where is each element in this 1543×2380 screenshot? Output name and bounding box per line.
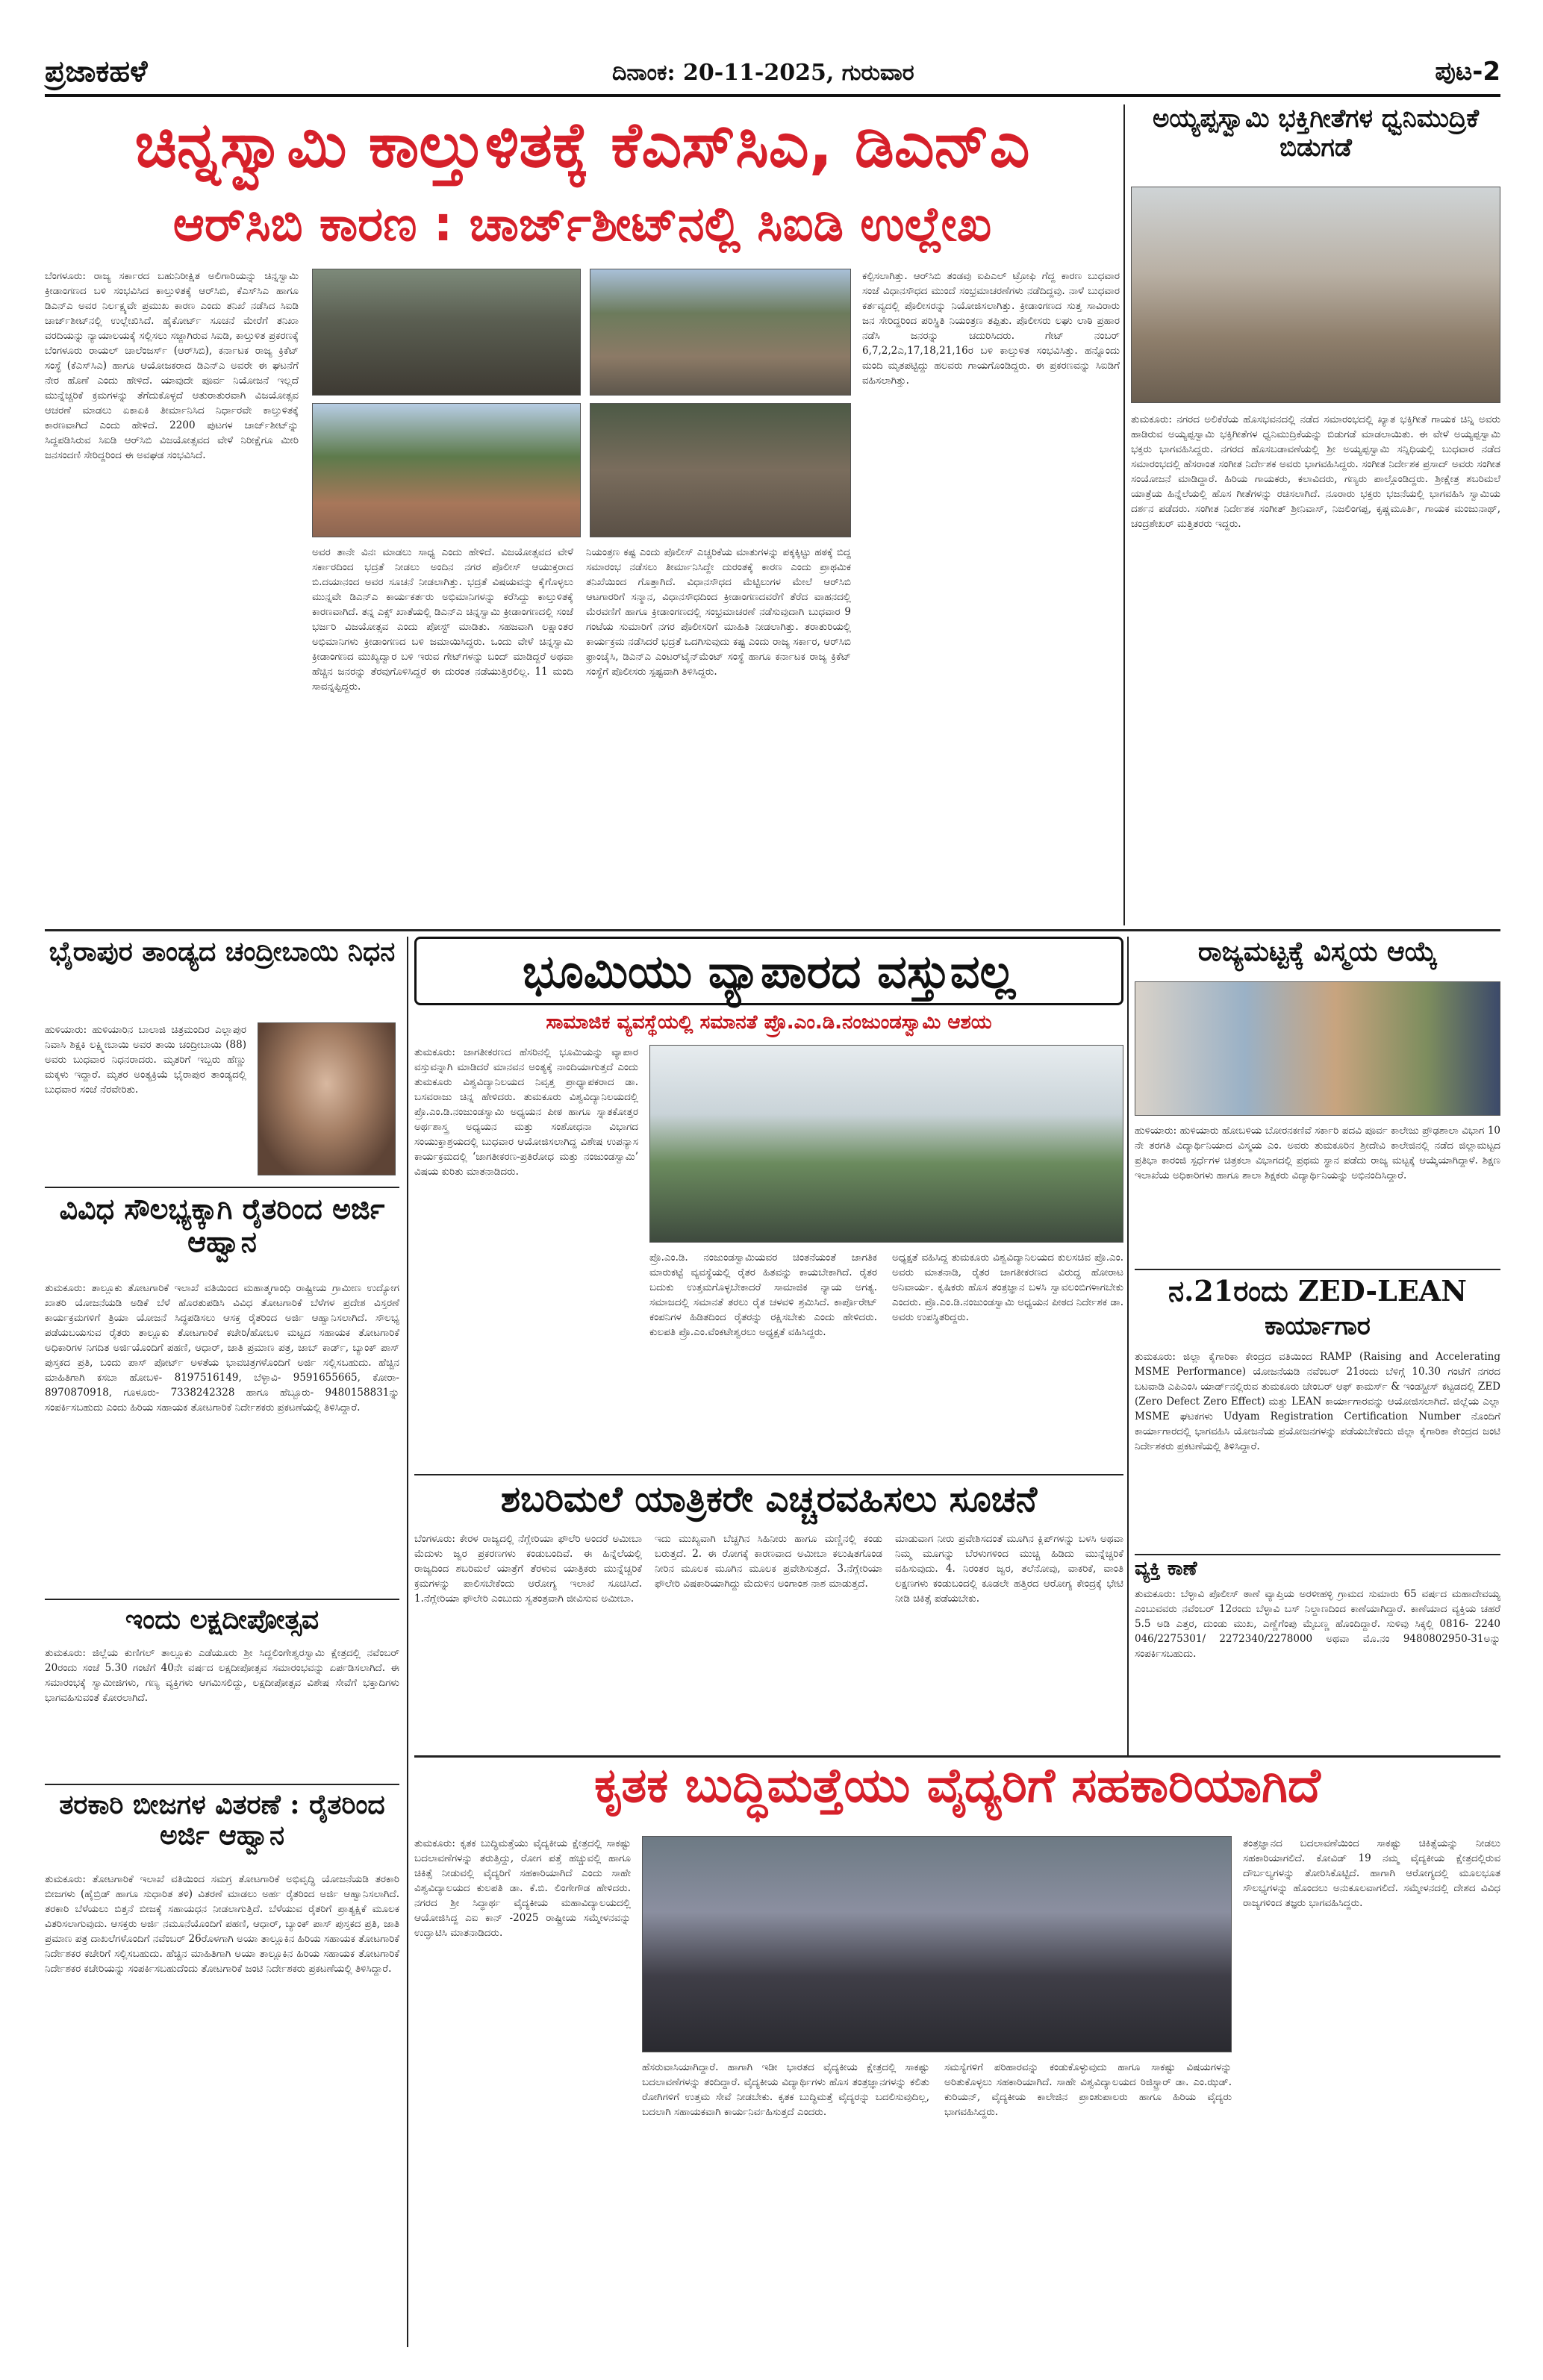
rajya-story [1135,937,1500,1265]
rule-mid-1 [414,1474,1123,1475]
obituary-body: ಹುಳಿಯಾರು: ಹುಳಿಯಾರಿನ ಬಾಲಾಜಿ ಚಿತ್ರಮಂದಿರ ಎಲ್ಲಾಪುರ ನಿವಾಸಿ ಶಿಕ್ಷಕಿ ಲಕ್ಷ್ಮೀಬಾಯಿ ಅವರ ತಾಯಿ ಚಂದ್ರೀಬಾಯಿ (88) ಅವರು ಬುಧವಾರ ನಿಧನರಾದರು. ಮೃತರಿಗೆ ಇಬ್ಬರು ಹೆಣ್ಣು ಮಕ್ಕಳು ಇದ್ದಾರೆ. ಮೃತರ ಅಂತ್ಯಕ್ರಿಯೆ ಭೈರಾಪುರ ತಾಂಡ್ಯದಲ್ಲಿ ಬುಧವಾರ ಸಂಜೆ ನೆರವೇರಿತು. [45,1024,246,1096]
shabari-headline: ಶಬರಿಮಲೆ ಯಾತ್ರಿಕರೇ ಎಚ್ಚರವಹಿಸಲು ಸೂಚನೆ [500,1479,1038,1520]
zed-body: ತುಮಕೂರು: ಜಿಲ್ಲಾ ಕೈಗಾರಿಕಾ ಕೇಂದ್ರದ ವತಿಯಿಂದ RAMP (Raising and Accelerating MSME Performance) ಯೋಜನೆಯಡಿ ನವೆಂಬರ್ 21ರಂದು ಬೆಳಿಗ್ಗೆ 10.30 ಗಂಟೆಗೆ ನಗರದ ಬಟವಾಡಿ ಎಪಿಎಂಸಿ ಯಾರ್ಡ್‌ನಲ್ಲಿರುವ ತುಮಕೂರು ಚೇಂಬರ್ ಆಫ್ ಕಾಮರ್ಸ್ & ಇಂಡಸ್ಟ್ರೀಸ್ ಕಟ್ಟಡದಲ್ಲಿ ZED (Zero Defect Zero Effect) ಮತ್ತು LEAN ಕಾರ್ಯಾಗಾರವನ್ನು ಆಯೋಜಿಸಲಾಗಿದೆ. ಜಿಲ್ಲೆಯ ಎಲ್ಲಾ MSME ಘಟಕಗಳು Udyam Registration Certification Number ನೊಂದಿಗೆ ಕಾರ್ಯಾಗಾರದಲ್ಲಿ ಭಾಗವಹಿಸಿ ಯೋಜನೆಯ ಪ್ರಯೋಜನಗಳನ್ನು ಪಡೆಯಬೇಕೆಂದು ಜಿಲ್ಲಾ ಕೈಗಾರಿಕಾ ಕೇಂದ್ರದ ಜಂಟಿ ನಿರ್ದೇಶಕರು ಪ್ರಕಟಣೆಯಲ್ಲಿ ತಿಳಿಸಿದ್ದಾರೆ. [1135,1351,1500,1452]
krutaka-story [414,1761,1500,2351]
krutaka-headline: ಕೃತಕ ಬುದ್ಧಿಮತ್ತೆಯು ವೈದ್ಯರಿಗೆ ಸಹಕಾರಿಯಾಗಿದೆ [594,1761,1321,1814]
rajya-photo [1135,981,1500,1116]
bhoomi-col-2: ಪ್ರೊ.ಎಂ.ಡಿ. ನಂಜುಂಡಸ್ವಾಮಿಯವರ ಚಿಂತನೆಯಂತೆ ಜಾಗತಿಕ ಮಾರುಕಟ್ಟೆ ವ್ಯವಸ್ಥೆಯಲ್ಲಿ ರೈತರ ಹಿತವನ್ನು ಕಾಯಬೇಕಾಗಿದೆ. ರೈತರ ಬದುಕು ಉತ್ತಮಗೊಳ್ಳಬೇಕಾದರೆ ಸಾಮಾಜಿಕ ನ್ಯಾಯ ಅಗತ್ಯ. ಸಮಾಜದಲ್ಲಿ ಸಮಾನತೆ ತರಲು ರೈತ ಚಳವಳಿ ಶ್ರಮಿಸಿದೆ. ಕಾರ್ಪೊರೇಟ್ ಕಂಪನಿಗಳ ಹಿಡಿತದಿಂದ ರೈತರನ್ನು ರಕ್ಷಿಸಬೇಕು ಎಂದು ಹೇಳಿದರು. ಕುಲಪತಿ ಪ್ರೊ.ಎಂ.ವೆಂಕಟೇಶ್ವರಲು ಅಧ್ಯಕ್ಷತೆ ವಹಿಸಿದ್ದರು. [649,1252,877,1338]
vyakti-headline: ವ್ಯಕ್ತಿ ಕಾಣೆ [1135,1558,1197,1580]
rule-left-3 [45,1784,399,1785]
krutaka-col-4: ತಂತ್ರಜ್ಞಾನದ ಬದಲಾವಣೆಯಿಂದ ಸಾಕಷ್ಟು ಚಿಕಿತ್ಸೆಯನ್ನು ನೀಡಲು ಸಹಕಾರಿಯಾಗಲಿದೆ. ಕೋವಿಡ್ 19 ನಮ್ಮ ವೈದ್ಯಕೀಯ ಕ್ಷೇತ್ರದಲ್ಲಿರುವ ದೌರ್ಬಲ್ಯಗಳನ್ನು ತೋರಿಸಿಕೊಟ್ಟಿದೆ. ಹಾಗಾಗಿ ಆರೋಗ್ಯದಲ್ಲಿ ಮೂಲಭೂತ ಸೌಲಭ್ಯಗಳನ್ನು ಹೊಂದಲು ಅನುಕೂಲವಾಗಲಿದೆ. ಸಮ್ಮೇಳನದಲ್ಲಿ ದೇಶದ ವಿವಿಧ ರಾಜ್ಯಗಳಿಂದ ತಜ್ಞರು ಭಾಗವಹಿಸಿದ್ದರು. [1243,1837,1500,1909]
zed-headline-bottom: ಕಾರ್ಯಾಗಾರ [1265,1311,1371,1341]
rajya-body: ಹುಳಿಯಾರು: ಹುಳಿಯಾರು ಹೋಬಳಿಯ ಬೋರನಕಣಿವೆ ಸರ್ಕಾರಿ ಪದವಿ ಪೂರ್ವ ಕಾಲೇಜು ಪ್ರೌಢಶಾಲಾ ವಿಭಾಗ 10 ನೇ ತರಗತಿ ವಿದ್ಯಾರ್ಥಿನಿಯಾದ ವಿಸ್ಮಯ ಎಂ. ಅವರು ತುಮಕೂರಿನ ಶ್ರೀದೇವಿ ಕಾಲೇಜಿನಲ್ಲಿ ನಡೆದ ಜಿಲ್ಲಾಮಟ್ಟದ ಪ್ರತಿಭಾ ಕಾರಂಜಿ ಸ್ಪರ್ಧೆಗಳ ಚಿತ್ರಕಲಾ ವಿಭಾಗದಲ್ಲಿ ಪ್ರಥಮ ಸ್ಥಾನ ಪಡೆದು ರಾಜ್ಯ ಮಟ್ಟಕ್ಕೆ ಆಯ್ಕೆಯಾಗಿದ್ದಾಳೆ. ಶಿಕ್ಷಣ ಇಲಾಖೆಯ ಅಧಿಕಾರಿಗಳು ಹಾಗೂ ಶಾಲಾ ಶಿಕ್ಷಕರು ವಿದ್ಯಾರ್ಥಿನಿಯನ್ನು ಅಭಿನಂದಿಸಿದ್ದಾರೆ. [1135,1125,1500,1181]
bhoomi-col-1: ತುಮಕೂರು: ಜಾಗತೀಕರಣದ ಹೆಸರಿನಲ್ಲಿ ಭೂಮಿಯನ್ನು ವ್ಯಾಪಾರ ವಸ್ತುವನ್ನಾಗಿ ಮಾಡಿದರೆ ಮಾನವನ ಅಂತ್ಯಕ್ಕೆ ನಾಂದಿಯಾಗುತ್ತದೆ ಎಂದು ತುಮಕೂರು ವಿಶ್ವವಿದ್ಯಾನಿಲಯದ ನಿವೃತ್ತ ಪ್ರಾಧ್ಯಾಪಕರಾದ ಡಾ. ಬಸವರಾಜು ಚಿನ್ನ ಹೇಳಿದರು. ತುಮಕೂರು ವಿಶ್ವವಿದ್ಯಾನಿಲಯದಲ್ಲಿ ಪ್ರೊ.ಎಂ.ಡಿ.ನಂಜುಂಡಸ್ವಾಮಿ ಅಧ್ಯಯನ ಪೀಠ ಹಾಗೂ ಸ್ನಾತಕೋತ್ತರ ಅರ್ಥಶಾಸ್ತ್ರ ಅಧ್ಯಯನ ಮತ್ತು ಸಂಶೋಧನಾ ವಿಭಾಗದ ಸಂಯುಕ್ತಾಶ್ರಯದಲ್ಲಿ ಬುಧವಾರ ಆಯೋಜಿಸಲಾಗಿದ್ದ ವಿಶೇಷ ಉಪನ್ಯಾಸ ಕಾರ್ಯಕ್ರಮದಲ್ಲಿ ‘ಜಾಗತೀಕರಣ-ಪ್ರತಿರೋಧ ಮತ್ತು ನಂಜುಂಡಸ್ವಾಮಿ’ ವಿಷಯ ಕುರಿತು ಮಾತನಾಡಿದರು. [414,1046,638,1178]
souulabhya-body: ತುಮಕೂರು: ತಾಲ್ಲೂಕು ತೋಟಗಾರಿಕೆ ಇಲಾಖೆ ವತಿಯಿಂದ ಮಹಾತ್ಮಗಾಂಧಿ ರಾಷ್ಟ್ರೀಯ ಗ್ರಾಮೀಣ ಉದ್ಯೋಗ ಖಾತರಿ ಯೋಜನೆಯಡಿ ಅಡಿಕೆ ಬೆಳೆ ಹೊರತುಪಡಿಸಿ ವಿವಿಧ ತೋಟಗಾರಿಕೆ ಬೆಳೆಗಳ ಪ್ರದೇಶ ವಿಸ್ತರಣೆ ಕಾರ್ಯಕ್ರಮಗಳಿಗೆ ತ್ರಿಯಾ ಯೋಜನೆ ಸಿದ್ಧಪಡಿಸಲು ಆಸಕ್ತ ರೈತರಿಂದ ಅರ್ಜಿ ಆಹ್ವಾನಿಸಲಾಗಿದೆ. ಸೌಲಭ್ಯ ಪಡೆಯಬಯಸುವ ರೈತರು ತಾಲ್ಲೂಕು ತೋಟಗಾರಿಕೆ ಕಚೇರಿ/ಹೋಬಳಿ ಮಟ್ಟದ ಸಹಾಯಕ ತೋಟಗಾರಿಕೆ ಅಧಿಕಾರಿಗಳ ನಿಗದಿತ ಅರ್ಜಿಯೊಂದಿಗೆ ಪಹಣಿ, ಆಧಾರ್, ಜಾತಿ ಪ್ರಮಾಣ ಪತ್ರ, ಜಾಬ್ ಕಾರ್ಡ್, ಬ್ಯಾಂಕ್ ಪಾಸ್ ಪುಸ್ತಕದ ಪ್ರತಿ, ಬಂದು ಪಾಸ್ ಪೋರ್ಟ್ ಅಳತೆಯ ಭಾವಚಿತ್ರಗಳೊಂದಿಗೆ ಅರ್ಜಿ ಸಲ್ಲಿಸಬಹುದು. ಹೆಚ್ಚಿನ ಮಾಹಿತಿಗಾಗಿ ಕಸಬಾ ಹೋಬಳಿ- 8197516149, ಬೆಳ್ಳಾವಿ- 9591655665, ಕೋರಾ- 8970870918, ಗೂಳೂರು- 7338242328 ಹಾಗೂ ಹೆಬ್ಬೂರು- 9480158831ನ್ನು ಸಂಪರ್ಕಿಸಬಹುದು ಎಂದು ಹಿರಿಯ ಸಹಾಯಕ ತೋಟಗಾರಿಕೆ ನಿರ್ದೇಶಕರು ಪ್ರಕಟಣೆಯಲ್ಲಿ ತಿಳಿಸಿದ್ದಾರೆ. [45,1282,399,1414]
bhoomi-col-3: ಅಧ್ಯಕ್ಷತೆ ವಹಿಸಿದ್ದ ತುಮಕೂರು ವಿಶ್ವವಿದ್ಯಾನಿಲಯದ ಕುಲಸಚಿವ ಪ್ರೊ.ಎಂ. ಅವರು ಮಾತನಾಡಿ, ರೈತರ ಜಾಗತೀಕರಣದ ವಿರುದ್ಧ ಹೋರಾಟ ಅನಿವಾರ್ಯ. ಕೃಷಿಕರು ಹೊಸ ತಂತ್ರಜ್ಞಾನ ಬಳಸಿ ಸ್ವಾವಲಂಬಿಗಳಾಗಬೇಕು ಎಂದರು. ಪ್ರೊ.ಎಂ.ಡಿ.ನಂಜುಂಡಸ್ವಾಮಿ ಅಧ್ಯಯನ ಪೀಠದ ನಿರ್ದೇಶಕ ಡಾ. ಅವರು ಉಪಸ್ಥಿತರಿದ್ದರು. [892,1252,1123,1323]
souulabhya-story [45,1193,399,1596]
obituary-headline: ಭೈರಾಪುರ ತಾಂಡ್ಯದ ಚಂದ್ರೀಬಾಯಿ ನಿಧನ [49,937,396,967]
zed-story [1135,1275,1500,1551]
souulabhya-headline: ವಿವಿಧ ಸೌಲಭ್ಯಕ್ಕಾಗಿ ರೈತರಿಂದ ಅರ್ಜಿ ಆಹ್ವಾನ [59,1193,385,1258]
krutaka-col-1: ತುಮಕೂರು: ಕೃತಕ ಬುದ್ಧಿಮತ್ತೆಯು ವೈದ್ಯಕೀಯ ಕ್ಷೇತ್ರದಲ್ಲಿ ಸಾಕಷ್ಟು ಬದಲಾವಣೆಗಳನ್ನು ತರುತ್ತಿದ್ದು, ರೋಗ ಪತ್ತೆ ಹಚ್ಚುವಲ್ಲಿ ಹಾಗೂ ಚಿಕಿತ್ಸೆ ನೀಡುವಲ್ಲಿ ವೈದ್ಯರಿಗೆ ಸಹಕಾರಿಯಾಗಿದೆ ಎಂದು ಸಾಹೇ ವಿಶ್ವವಿದ್ಯಾಲಯದ ಕುಲಪತಿ ಡಾ. ಕೆ.ಬಿ. ಲಿಂಗೇಗೌಡ ಹೇಳಿದರು. ನಗರದ ಶ್ರೀ ಸಿದ್ಧಾರ್ಥ ವೈದ್ಯಕೀಯ ಮಹಾವಿದ್ಯಾಲಯದಲ್ಲಿ ಆಯೋಜಿಸಿದ್ದ ಎಐ ಕಾನ್ -2025 ರಾಷ್ಟ್ರೀಯ ಸಮ್ಮೇಳನವನ್ನು ಉದ್ಘಾಟಿಸಿ ಮಾತನಾಡಿದರು. [414,1837,631,1939]
lead-subhead: ಆರ್‌ಸಿಬಿ ಕಾರಣ : ಚಾರ್ಜ್‌ಶೀಟ್‌ನಲ್ಲಿ ಸಿಐಡಿ ಉಲ್ಲೇಖ [172,197,992,252]
lead-col-2: ಅವರ ತಾನೇ ವಿನಃ ಮಾಡಲು ಸಾಧ್ಯ ಎಂದು ಹೇಳಿದೆ. ವಿಜಯೋತ್ಸವದ ವೇಳೆ ಸರ್ಕಾರದಿಂದ ಭದ್ರತೆ ನೀಡಲು ಅಂದಿನ ನಗರ ಪೊಲೀಸ್ ಆಯುಕ್ತರಾದ ಬಿ.ದಯಾನಂದ ಅವರ ಸೂಚನೆ ನೀಡಲಾಗಿತ್ತು. ಭದ್ರತೆ ವಿಷಯವನ್ನು ಕೈಗೊಳ್ಳಲು ಮುನ್ನವೇ ಡಿಎನ್‌ಎ ಕಾರ್ಯಕರ್ತರು ಅಭಿಮಾನಿಗಳನ್ನು ಕರೆಸಿದ್ದು ಕಾಲ್ತುಳಿತಕ್ಕೆ ಕಾರಣವಾಗಿದೆ. ತನ್ನ ಎಕ್ಸ್ ಖಾತೆಯಲ್ಲಿ ಡಿಎನ್‌ಎ ಚಿನ್ನಸ್ವಾಮಿ ಕ್ರೀಡಾಂಗಣದಲ್ಲಿ ಸಂಜೆ ಭರ್ಜರಿ ವಿಜಯೋತ್ಸವ ಎಂದು ಪೋಸ್ಟ್ ಮಾಡಿತು. ಸಹಜವಾಗಿ ಲಕ್ಷಾಂತರ ಅಭಿಮಾನಿಗಳು ಕ್ರೀಡಾಂಗಣದ ಬಳಿ ಜಮಾಯಿಸಿದ್ದರು. ಒಂದು ವೇಳೆ ಚಿನ್ನಸ್ವಾಮಿ ಕ್ರೀಡಾಂಗಣದ ಮುಖ್ಯದ್ವಾರ ಬಳಿ ಇರುವ ಗೇಟ್‌ಗಳನ್ನು ಬಂದ್ ಮಾಡಿದ್ದರೆ ಅಥವಾ ಹೆಚ್ಚಿನ ಜನರನ್ನು ತೆರವುಗೊಳಿಸಿದ್ದರೆ ಈ ದುರಂತ ನಡೆಯುತ್ತಿರಲಿಲ್ಲ. 11 ಮಂದಿ ಸಾವನ್ನಪ್ಪಿದ್ದರು. [312,546,573,693]
rule-right-1 [1135,1269,1500,1270]
bhoomi-story [414,937,1123,1470]
ayyappa-headline: ಅಯ್ಯಪ್ಪಸ್ವಾಮಿ ಭಕ್ತಿಗೀತೆಗಳ ಧ್ವನಿಮುದ್ರಿಕೆ ಬಿಡುಗಡೆ [1152,104,1480,163]
ayyappa-body: ತುಮಕೂರು: ನಗರದ ಅಲಿಕೆರೆಯ ಹೊಸಭವನದಲ್ಲಿ ನಡೆದ ಸಮಾರಂಭದಲ್ಲಿ ಖ್ಯಾತ ಭಕ್ತಿಗೀತೆ ಗಾಯಕ ಚಿನ್ನಿ ಅವರು ಹಾಡಿರುವ ಅಯ್ಯಪ್ಪಸ್ವಾಮಿ ಭಕ್ತಿಗೀತೆಗಳ ಧ್ವನಿಮುದ್ರಿಕೆಯನ್ನು ಬಿಡುಗಡೆ ಮಾಡಲಾಯಿತು. ಈ ವೇಳೆ ಅಯ್ಯಪ್ಪಸ್ವಾಮಿ ಭಕ್ತರು ಭಾಗವಹಿಸಿದ್ದರು. ನಗರದ ಹೊಸಬಡಾವಣೆಯಲ್ಲಿ ಶ್ರೀ ಅಯ್ಯಪ್ಪಸ್ವಾಮಿ ಸನ್ನಿಧಿಯಲ್ಲಿ ಬುಧವಾರ ನಡೆದ ಸಮಾರಂಭದಲ್ಲಿ ಹೆಸರಾಂತ ಸಂಗೀತ ನಿರ್ದೇಶಕ ಅವರು ಭಾಗವಹಿಸಿದ್ದರು. ಸಂಗೀತ ನಿರ್ದೇಶಕ ಪ್ರಸಾದ್ ಅವರು ಸಂಗೀತ ಸಂಯೋಜನೆ ಮಾಡಿದ್ದಾರೆ. ಹಿರಿಯ ಗಾಯಕರು, ಕಲಾವಿದರು, ಗಣ್ಯರು ಪಾಲ್ಗೊಂಡಿದ್ದರು. ಶ್ರೀಕ್ಷೇತ್ರ ಶಬರಿಮಲೆ ಯಾತ್ರೆಯ ಹಿನ್ನೆಲೆಯಲ್ಲಿ ಹೊಸ ಗೀತೆಗಳನ್ನು ರಚಿಸಲಾಗಿದೆ. ನೂರಾರು ಭಕ್ತರು ಭಜನೆಯಲ್ಲಿ ಭಾಗವಹಿಸಿ ಸ್ವಾಮಿಯ ದರ್ಶನ ಪಡೆದರು. ಸಂಗೀತ ನಿರ್ದೇಶಕ ಸಂಗೀತ್ ಶ್ರೀನಿವಾಸ್, ನಿಜಲಿಂಗಪ್ಪ, ಕೃಷ್ಣಮೂರ್ತಿ, ಗಾಯಕ ಮಂಜುನಾಥ್, ಚಂದ್ರಶೇಖರ್ ಮತ್ತಿತರರು ಇದ್ದರು. [1131,413,1500,530]
rule-bottom [414,1755,1500,1758]
shabari-col-3: ಮಾಡುವಾಗ ನೀರು ಪ್ರವೇಶಿಸದಂತೆ ಮೂಗಿನ ಕ್ಲಿಪ್‌ಗಳನ್ನು ಬಳಸಿ ಅಥವಾ ನಿಮ್ಮ ಮೂಗನ್ನು ಬೆರಳುಗಳಿಂದ ಮುಚ್ಚಿ ಹಿಡಿದು ಮುನ್ನೆಚ್ಚರಿಕೆ ವಹಿಸುವುದು. 4. ನಿರಂತರ ಜ್ವರ, ತಲೆನೋವು, ವಾಕರಿಕೆ, ವಾಂತಿ ಲಕ್ಷಣಗಳು ಕಂಡುಬಂದಲ್ಲಿ ಕೂಡಲೇ ಹತ್ತಿರದ ಆರೋಗ್ಯ ಕೇಂದ್ರಕ್ಕೆ ಭೇಟಿ ನೀಡಿ ಚಿಕಿತ್ಸೆ ಪಡೆಯಬೇಕು. [895,1533,1123,1605]
column-rule [1123,104,1125,925]
rule-left-col [407,937,408,2347]
tarakari-headline: ತರಕಾರಿ ಬೀಜಗಳ ವಿತರಣೆ : ರೈತರಿಂದ ಅರ್ಜಿ ಆಹ್ವಾನ [59,1790,385,1852]
masthead [45,52,1500,97]
lead-col-1: ಬೆಂಗಳೂರು: ರಾಜ್ಯ ಸರ್ಕಾರದ ಬಹುನಿರೀಕ್ಷಿತ ಅಲಿಗಾರಿಯನ್ನು ಚಿನ್ನಸ್ವಾಮಿ ಕ್ರೀಡಾಂಗಣದ ಬಳಿ ಸಂಭವಿಸಿದ ಕಾಲ್ತುಳಿತಕ್ಕೆ ಆರ್‌ಸಿಬಿ, ಕೆಎಸ್‌ಸಿಎ ಹಾಗೂ ಡಿಎನ್‌ಎ ಅವರ ನಿರ್ಲಕ್ಷ್ಯವೇ ಪ್ರಮುಖ ಕಾರಣ ಎಂದು ತನಿಖೆ ನಡೆಸಿದ ಸಿಐಡಿ ಚಾರ್ಜ್‌ಶೀಟ್‌ನಲ್ಲಿ ಉಲ್ಲೇಖಿಸಿದೆ. ಹೈಕೋರ್ಟ್ ಸೂಚನೆ ಮೇರೆಗೆ ತನಿಖಾ ವರದಿಯನ್ನು ನ್ಯಾಯಾಲಯಕ್ಕೆ ಸಲ್ಲಿಸಲು ಸಜ್ಜಾಗಿರುವ ಸಿಐಡಿ, ಕಾಲ್ತುಳಿತ ಪ್ರಕರಣಕ್ಕೆ ಬೆಂಗಳೂರು ರಾಯಲ್ ಚಾಲೆಂಜರ್ಸ್ (ಆರ್‌ಸಿಬಿ), ಕರ್ನಾಟಕ ರಾಜ್ಯ ಕ್ರಿಕೆಟ್ ಸಂಸ್ಥೆ (ಕೆಎಸ್‌ಸಿಎ) ಹಾಗೂ ಆಯೋಜಕರಾದ ಡಿಎನ್‌ಎ ಅವರೇ ಈ ಘಟನೆಗೆ ನೇರ ಹೊಣೆ ಎಂದು ಹೇಳಿದೆ. ಯಾವುದೇ ಪೂರ್ವ ನಿಯೋಜನೆ ಇಲ್ಲದೆ ಮುನ್ನೆಚ್ಚರಿಕೆ ಕ್ರಮಗಳನ್ನು ತೆಗೆದುಕೊಳ್ಳದೆ ಆತುರಾತುರವಾಗಿ ವಿಜಯೋತ್ಸವ ಆಚರಣೆ ಮಾಡಲು ಏಕಾಏಕಿ ತೀರ್ಮಾನಿಸಿದ ನಿರ್ಧಾರವೇ ಕಾಲ್ತುಳಿತಕ್ಕೆ ಕಾರಣವಾಗಿದೆ ಎಂದು ಹೇಳಿದೆ. 2200 ಪುಟಗಳ ಚಾರ್ಜ್‌ಶೀಟ್‌ನ್ನು ಸಿದ್ದಪಡಿಸಿರುವ ಸಿಐಡಿ ಆರ್‌ಸಿಬಿ ವಿಜಯೋತ್ಸವದ ವೇಳೆ ನಿರೀಕ್ಷೆಗೂ ಮೀರಿ ಜನಸಂದಣಿ ಸೇರಿದ್ದರಿಂದ ಈ ಅವಘಡ ಸಂಭವಿಸಿದೆ. [45,270,299,461]
lead-photo-crowd-4 [590,403,851,537]
lead-photo-crowd-2 [590,269,851,396]
bhoomi-headline-box [414,937,1123,1005]
rule-left-2 [45,1599,399,1600]
krutaka-col-3: ಸಮಸ್ಯೆಗಳಿಗೆ ಪರಿಹಾರವನ್ನು ಕಂಡುಕೊಳ್ಳುವುದು ಹಾಗೂ ಸಾಕಷ್ಟು ವಿಷಯಗಳನ್ನು ಅರಿತುಕೊಳ್ಳಲು ಸಹಕಾರಿಯಾಗಿದೆ. ಸಾಹೇ ವಿಶ್ವವಿದ್ಯಾಲಯದ ರಿಜಿಸ್ಟ್ರಾರ್ ಡಾ. ಎಂ.ಝಡ್. ಕುರಿಯನ್, ವೈದ್ಯಕೀಯ ಕಾಲೇಜಿನ ಪ್ರಾಂಶುಪಾಲರು ಹಾಗೂ ಹಿರಿಯ ವೈದ್ಯರು ಭಾಗವಹಿಸಿದ್ದರು. [944,2061,1232,2118]
lakshadeepa-body: ತುಮಕೂರು: ಜಿಲ್ಲೆಯ ಕುಣಿಗಲ್ ತಾಲ್ಲೂಕು ಎಡೆಯೂರು ಶ್ರೀ ಸಿದ್ದಲಿಂಗೇಶ್ವರಸ್ವಾಮಿ ಕ್ಷೇತ್ರದಲ್ಲಿ ನವೆಂಬರ್ 20ರಂದು ಸಂಜೆ 5.30 ಗಂಟೆಗೆ 40ನೇ ವರ್ಷದ ಲಕ್ಷದೀಪೋತ್ಸವ ಸಮಾರಂಭವನ್ನು ಏರ್ಪಡಿಸಲಾಗಿದೆ. ಈ ಸಮಾರಂಭಕ್ಕೆ ಸ್ವಾಮೀಜಿಗಳು, ಗಣ್ಯ ವ್ಯಕ್ತಿಗಳು ಆಗಮಿಸಲಿದ್ದು, ಲಕ್ಷದೀಪೋತ್ಸವ ವಿಶೇಷ ಸೇವೆಗೆ ಭಕ್ತಾದಿಗಳು ಭಾಗವಹಿಸುವಂತೆ ಕೋರಲಾಗಿದೆ. [45,1647,399,1704]
lead-col-4: ಕಲ್ಪಿಸಲಾಗಿತ್ತು. ಆರ್‌ಸಿಬಿ ತಂಡವು ಐಪಿಎಲ್ ಟ್ರೋಫಿ ಗೆದ್ದ ಕಾರಣ ಬುಧವಾರ ಸಂಜೆ ವಿಧಾನಸೌಧದ ಮುಂದೆ ಸಂಭ್ರಮಾಚರಣೆಗಳು ನಡೆದಿದ್ದವು. ನಾಳೆ ಬುಧವಾರ ಕರ್ತವ್ಯದಲ್ಲಿ ಪೊಲೀಸರನ್ನು ನಿಯೋಜಿಸಲಾಗಿತ್ತು. ಕ್ರೀಡಾಂಗಣದ ಸುತ್ತ ಸಾವಿರಾರು ಜನ ಸೇರಿದ್ದರಿಂದ ಪರಿಸ್ಥಿತಿ ನಿಯಂತ್ರಣ ತಪ್ಪಿತು. ಪೊಲೀಸರು ಲಘು ಲಾಠಿ ಪ್ರಹಾರ ನಡೆಸಿ ಜನರನ್ನು ಚದುರಿಸಿದರು. ಗೇಟ್ ನಂಬರ್ 6,7,2,2ಎ,17,18,21,16ರ ಬಳಿ ಕಾಲ್ತುಳಿತ ಸಂಭವಿಸಿತ್ತು. ಹನ್ನೊಂದು ಮಂದಿ ಮೃತಪಟ್ಟಿದ್ದು ಹಲವರು ಗಾಯಗೊಂಡಿದ್ದರು. ಈ ಪ್ರಕರಣವನ್ನು ಸಿಐಡಿಗೆ ವಹಿಸಲಾಗಿತ್ತು. [862,270,1120,387]
shabari-story [414,1479,1123,1752]
page-number: ಪುಟ-2 [1435,57,1500,87]
tarakari-story [45,1790,399,2349]
krutaka-photo [642,1836,1232,2052]
krutaka-col-2: ಹೆಸರುವಾಸಿಯಾಗಿದ್ದಾರೆ. ಹಾಗಾಗಿ ಇಡೀ ಭಾರತದ ವೈದ್ಯಕೀಯ ಕ್ಷೇತ್ರದಲ್ಲಿ ಸಾಕಷ್ಟು ಬದಲಾವಣೆಗಳನ್ನು ತಂದಿದ್ದಾರೆ. ವೈದ್ಯಕೀಯ ವಿದ್ಯಾರ್ಥಿಗಳು ಹೊಸ ತಂತ್ರಜ್ಞಾನಗಳನ್ನು ಕಲಿತು ರೋಗಿಗಳಿಗೆ ಉತ್ತಮ ಸೇವೆ ನೀಡಬೇಕು. ಕೃತಕ ಬುದ್ಧಿಮತ್ತೆ ವೈದ್ಯರನ್ನು ಬದಲಿಸುವುದಿಲ್ಲ, ಬದಲಾಗಿ ಸಹಾಯಕವಾಗಿ ಕಾರ್ಯನಿರ್ವಹಿಸುತ್ತದೆ ಎಂದರು. [642,2061,929,2118]
tarakari-body: ತುಮಕೂರು: ತೋಟಗಾರಿಕೆ ಇಲಾಖೆ ವತಿಯಿಂದ ಸಮಗ್ರ ತೋಟಗಾರಿಕೆ ಅಭಿವೃದ್ಧಿ ಯೋಜನೆಯಡಿ ತರಕಾರಿ ಬೀಜಗಳು (ಹೈಬ್ರಿಡ್ ಹಾಗೂ ಸುಧಾರಿತ ತಳಿ) ವಿತರಣೆ ಮಾಡಲು ಅರ್ಹ ರೈತರಿಂದ ಅರ್ಜಿ ಆಹ್ವಾನಿಸಲಾಗಿದೆ. ತರಕಾರಿ ಬೆಳೆಯಲು ಬಿತ್ತನೆ ಬೀಜಕ್ಕೆ ಸಹಾಯಧನ ನೀಡಲಾಗುತ್ತಿದೆ. ಬೆಳೆಯುವ ರೈತರಿಗೆ ಪ್ರಾತ್ಯಕ್ಷಿಕೆ ಮೂಲಕ ವಿತರಿಸಲಾಗುವುದು. ಆಸಕ್ತರು ಅರ್ಜಿ ನಮೂನೆಯೊಂದಿಗೆ ಪಹಣಿ, ಆಧಾರ್, ಬ್ಯಾಂಕ್ ಪಾಸ್ ಪುಸ್ತಕದ ಪ್ರತಿ, ಜಾತಿ ಪ್ರಮಾಣ ಪತ್ರ ದಾಖಲೆಗಳೊಂದಿಗೆ ನವೆಂಬರ್ 26ರೊಳಗಾಗಿ ಅಯಾ ತಾಲ್ಲೂಕಿನ ಹಿರಿಯ ಸಹಾಯಕ ತೋಟಗಾರಿಕೆ ನಿರ್ದೇಶಕರ ಕಚೇರಿಗೆ ಸಲ್ಲಿಸಬಹುದು. ಹೆಚ್ಚಿನ ಮಾಹಿತಿಗಾಗಿ ಅಯಾ ತಾಲ್ಲೂಕಿನ ಹಿರಿಯ ಸಹಾಯಕ ತೋಟಗಾರಿಕೆ ನಿರ್ದೇಶಕರ ಕಚೇರಿಯನ್ನು ಸಂಪರ್ಕಿಸಬಹುದೆಂದು ತೋಟಗಾರಿಕೆ ಜಂಟಿ ನಿರ್ದೇಶಕರು ಪ್ರಕಟಣೆಯಲ್ಲಿ ತಿಳಿಸಿದ್ದಾರೆ. [45,1873,399,1975]
rajya-headline: ರಾಜ್ಯಮಟ್ಟಕ್ಕೆ ವಿಸ್ಮಯ ಆಯ್ಕೆ [1197,937,1438,967]
bhoomi-photo [649,1045,1123,1243]
lakshadeepa-headline: ಇಂದು ಲಕ್ಷದೀಪೋತ್ಸವ [125,1605,319,1635]
ayyappa-photo [1131,187,1500,403]
ayyappa-story [1131,104,1500,925]
bhoomi-subhead: ಸಾಮಾಜಿಕ ವ್ಯವಸ್ಥೆಯಲ್ಲಿ ಸಮಾನತೆ ಪ್ರೊ.ಎಂ.ಡಿ.ನಂಜುಂಡಸ್ವಾಮಿ ಆಶಯ [546,1011,992,1034]
rule-mid-col [1127,937,1129,1758]
lead-photo-crowd-3 [312,403,581,537]
lakshadeepa-story [45,1605,399,1780]
lead-story [45,112,1120,918]
obituary-story [45,937,399,1183]
obituary-photo [258,1022,396,1175]
zed-headline-top: ನ.21ರಂದು ZED-LEAN [1168,1275,1468,1308]
bhoomi-headline: ಭೂಮಿಯು ವ್ಯಾಪಾರದ ವಸ್ತುವಲ್ಲ [522,944,1016,999]
newspaper-name: ಪ್ರಜಾಕಹಳೆ [45,54,148,89]
vyakti-body: ತುಮಕೂರು: ಬೆಳ್ಳಾವಿ ಪೊಲೀಸ್ ಠಾಣೆ ವ್ಯಾಪ್ತಿಯ ಅರಳೀಹಳ್ಳಿ ಗ್ರಾಮದ ಸುಮಾರು 65 ವರ್ಷದ ಮಹಾದೇವಯ್ಯ ಎಂಬುವವರು ನವೆಂಬರ್ 12ರಂದು ಬೆಳ್ಳಾವಿ ಬಸ್ ನಿಲ್ದಾಣದಿಂದ ಕಾಣೆಯಾಗಿದ್ದಾರೆ. ಕಾಣೆಯಾದ ವ್ಯಕ್ತಿಯ ಚಹರೆ 5.5 ಅಡಿ ಎತ್ತರ, ದುಂಡು ಮುಖ, ಎಣ್ಣೆಗೆಂಪು ಮೈಬಣ್ಣ ಹೊಂದಿದ್ದಾರೆ. ಸುಳಿವು ಸಿಕ್ಕಲ್ಲಿ 0816- 2240 046/2275301/ 2272340/2278000 ಅಥವಾ ಮೊ.ನಂ 9480802950-31ಅನ್ನು ಸಂಪರ್ಕಿಸಬಹುದು. [1135,1588,1500,1660]
shabari-col-2: ಇದು ಮುಖ್ಯವಾಗಿ ಬೆಚ್ಚಗಿನ ಸಿಹಿನೀರು ಹಾಗೂ ಮಣ್ಣಿನಲ್ಲಿ ಕಂಡು ಬರುತ್ತದೆ. 2. ಈ ರೋಗಕ್ಕೆ ಕಾರಣವಾದ ಅಮೀಬಾ ಕಲುಷಿತಗೊಂಡ ನೀರಿನ ಮೂಲಕ ಮೂಗಿನ ಮೂಲಕ ಪ್ರವೇಶಿಸುತ್ತದೆ. 3.ನೆಗ್ಲೇರಿಯಾ ಫೌಲೇರಿ ವಿಷಕಾರಿಯಾಗಿದ್ದು ಮೆದುಳಿನ ಅಂಗಾಂಶ ನಾಶ ಮಾಡುತ್ತದೆ. [655,1533,882,1590]
vyakti-story [1135,1558,1500,1752]
rule-right-2 [1135,1554,1500,1555]
lead-headline: ಚಿನ್ನಸ್ವಾಮಿ ಕಾಲ್ತುಳಿತಕ್ಕೆ ಕೆಎಸ್‌ಸಿಎ, ಡಿಎನ್‌ಎ [134,112,1030,181]
lead-photo-crowd-1 [312,269,581,396]
rule-left-1 [45,1187,399,1188]
issue-date: ದಿನಾಂಕ: 20-11-2025, ಗುರುವಾರ [612,60,914,86]
lead-col-3: ನಿಯಂತ್ರಣ ಕಷ್ಟ ಎಂದು ಪೊಲೀಸ್ ಎಚ್ಚರಿಕೆಯ ಮಾತುಗಳನ್ನು ಪಕ್ಕಕ್ಕಿಟ್ಟು ಹಠಕ್ಕೆ ಬಿದ್ದ ಸಮಾರಂಭ ನಡೆಸಲು ತೀರ್ಮಾನಿಸಿದ್ದೇ ದುರಂತಕ್ಕೆ ಕಾರಣ ಎಂದು ಪ್ರಾಥಮಿಕ ತನಿಖೆಯಿಂದ ಗೊತ್ತಾಗಿದೆ. ವಿಧಾನಸೌಧದ ಮೆಟ್ಟಿಲುಗಳ ಮೇಲೆ ಆರ್‌ಸಿಬಿ ಆಟಗಾರರಿಗೆ ಸನ್ಮಾನ, ವಿಧಾನಸೌಧದಿಂದ ಕ್ರೀಡಾಂಗಣದವರೆಗೆ ತೆರೆದ ವಾಹನದಲ್ಲಿ ಮೆರವಣಿಗೆ ಹಾಗೂ ಕ್ರೀಡಾಂಗಣದಲ್ಲಿ ಸಂಭ್ರಮಾಚರಣೆ ನಡೆಸುವುದಾಗಿ ಬುಧವಾರ 9 ಗಂಟೆಯ ಸುಮಾರಿಗೆ ನಗರ ಪೊಲೀಸರಿಗೆ ಮಾಹಿತಿ ನೀಡಲಾಗಿತ್ತು. ತರಾತುರಿಯಲ್ಲಿ ಕಾರ್ಯಕ್ರಮ ನಡೆಸಿದರೆ ಭದ್ರತೆ ಒದಗಿಸುವುದು ಕಷ್ಟ ಎಂದು ರಾಜ್ಯ ಸರ್ಕಾರ, ಆರ್‌ಸಿಬಿ ಫ್ರಾಂಚೈಸಿ, ಡಿಎನ್‌ಎ ಎಂಟರ್‌ಟೈನ್‌ಮೆಂಟ್ ಸಂಸ್ಥೆ ಹಾಗೂ ಕರ್ನಾಟಕ ರಾಜ್ಯ ಕ್ರಿಕೆಟ್ ಸಂಸ್ಥೆಗೆ ಪೊಲೀಸರು ಸ್ಪಷ್ಟವಾಗಿ ತಿಳಿಸಿದ್ದರು. [586,546,851,678]
shabari-col-1: ಬೆಂಗಳೂರು: ಕೇರಳ ರಾಜ್ಯದಲ್ಲಿ ನೆಗ್ಲೇರಿಯಾ ಫೌಲೆರಿ ಅಂದರೆ ಅಮೀಬಾ ಮೆದುಳು ಜ್ವರ ಪ್ರಕರಣಗಳು ಕಂಡುಬಂದಿವೆ. ಈ ಹಿನ್ನೆಲೆಯಲ್ಲಿ ರಾಜ್ಯದಿಂದ ಶಬರಿಮಲೆ ಯಾತ್ರೆಗೆ ತೆರಳುವ ಯಾತ್ರಿಕರು ಮುನ್ನೆಚ್ಚರಿಕೆ ಕ್ರಮಗಳನ್ನು ಪಾಲಿಸಬೇಕೆಂದು ಆರೋಗ್ಯ ಇಲಾಖೆ ಸೂಚಿಸಿದೆ. 1.ನೆಗ್ಲೇರಿಯಾ ಫೌಲೇರಿ ಎಂಬುದು ಸ್ವತಂತ್ರವಾಗಿ ಜೀವಿಸುವ ಅಮೀಬಾ. [414,1533,642,1605]
section-rule [45,929,1500,931]
